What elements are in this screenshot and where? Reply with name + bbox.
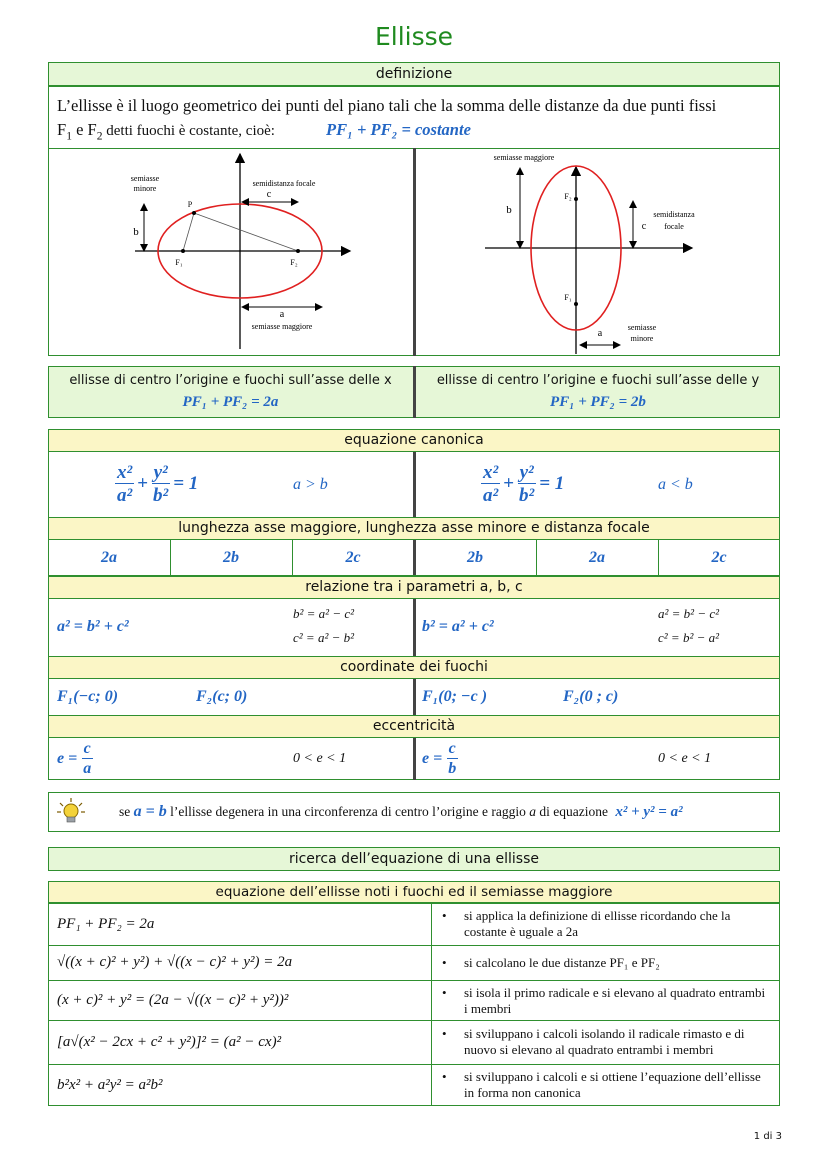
lunghezze-header: lunghezza asse maggiore, lunghezza asse minore e distanza focale [48,517,780,540]
focus-f1 [181,249,185,253]
definition-header: definizione [48,62,780,86]
case-x-formula: PF₁ + PF₂ = 2a [182,394,279,410]
ricerca-desc: • si applica la definizione di ellisse ricordando che la costante è uguale a 2a [464,908,769,940]
ricerca-desc: • si sviluppano i calcoli e si ottiene l’equazione dell’ellisse in forma non canonica [464,1069,769,1101]
lunghezza-cell: 2a [589,548,605,566]
definition-text-2: $F_1$ e $F_2$ detti fuochi è costante, cioè: [57,120,275,143]
case-x-title: ellisse di centro l’origine e fuochi sull’asse delle x [69,373,392,388]
label-f2: F₂ [290,258,298,267]
label-a: a [279,309,285,320]
figure-horizontal-ellipse [50,149,412,355]
eccentricita-left: e = $\frac{c}{a}$ [57,740,92,777]
label-semiasse-maggiore: semiasse maggiore [251,322,313,331]
relazione-header: relazione tra i parametri a, b, c [48,576,780,599]
lunghezza-cell: 2b [467,548,483,566]
canonica-header: equazione canonica [48,429,780,452]
ricerca-formula: √((x + c)² + y²) + √((x − c)² + y²) = 2a [57,954,293,970]
fuoco-left-1: F₁(−c; 0) [57,688,119,705]
lightbulb-icon [56,796,86,826]
label-b: b [133,226,139,238]
note-text: se a = b l’ellisse degenera in una circonferenza di centro l’origine e raggio a di equazione x² + y² = a² [119,803,683,820]
relazione-left-r2: c² = a² − b² [293,630,355,645]
eccentricita-header: eccentricità [48,715,780,738]
ricerca-header: ricerca dell’equazione di una ellisse [48,847,780,871]
fuoco-right-1: F₁(0; −c ) [422,688,488,705]
label-semiasse-maggiore: semiasse maggiore [493,153,555,162]
relazione-right-main: b² = a² + c² [422,618,494,635]
relazione-right-r2: c² = b² − a² [658,630,720,645]
ricerca-formula: [a√(x² − 2cx + c² + y²)]² = (a² − cx)² [57,1033,282,1050]
lunghezza-cell: 2b [223,548,239,566]
relazione-right-r1: a² = b² − c² [658,606,720,621]
label-semidistanza: semidistanza [653,210,695,219]
label-semidistanza-focale: semidistanza focale [252,179,316,188]
page-number: 1 di 3 [753,1131,782,1142]
definition-formula: PF₁ + PF₂ = costante [326,120,471,139]
ricerca-formula: (x + c)² + y² = (2a − √((x − c)² + y²))² [57,991,289,1008]
page-title: Ellisse [374,22,454,51]
lunghezza-cell: 2a [101,548,117,566]
case-y-title: ellisse di centro l’origine e fuochi sull’asse delle y [436,373,760,388]
ricerca-subheader: equazione dell’ellisse noti i fuochi ed il semiasse maggiore [48,881,780,903]
canonica-left-equation: $\frac{\text{x²}}{\text{a²}}$ + $\frac{\text{y²}}{\text{b²}}$ = 1 [117,462,199,506]
label-minore: minore [630,334,654,343]
label-semiasse: semiasse [627,323,657,332]
eccentricita-right: e = $\frac{c}{b}$ [422,740,457,777]
canonica-right-condition: a < b [658,476,693,493]
figure-vertical-ellipse [417,149,779,355]
eccentricita-right-range: 0 < e < 1 [658,751,712,766]
point-p [192,211,196,215]
ricerca-desc: • si calcolano le due distanze PF₁ e PF₂ [464,955,769,971]
focus-f2 [574,197,578,201]
ricerca-formula: PF₁ + PF₂ = 2a [57,915,155,932]
label-f1: F₁ [564,293,572,302]
canonica-right-equation: $\frac{\text{x²}}{\text{a²}}$ + $\frac{\text{y²}}{\text{b²}}$ = 1 [483,462,565,506]
ricerca-desc: • si sviluppano i calcoli isolando il radicale rimasto e di nuovo si elevano al quadrato entrambi i membri [464,1026,769,1058]
lunghezza-cell: 2c [711,548,727,566]
eccentricita-left-range: 0 < e < 1 [293,751,347,766]
lunghezza-cell: 2c [345,548,361,566]
label-b: b [506,204,512,216]
label-f1: F₁ [175,258,183,267]
label-p: P [187,200,193,209]
fuoco-left-2: F₂(c; 0) [196,688,248,705]
label-semiasse-minore-1: semiasse [130,174,160,183]
ricerca-desc: • si isola il primo radicale e si elevano al quadrato entrambi i membri [464,985,769,1017]
label-focale: focale [664,222,684,231]
label-semiasse-minore-2: minore [133,184,157,193]
relazione-left-r1: b² = a² − c² [293,606,355,621]
focus-f2 [296,249,300,253]
canonica-left-condition: a > b [293,476,328,493]
fuoco-right-2: F₂(0 ; c) [563,688,619,705]
label-c: c [266,189,272,200]
fuochi-header: coordinate dei fuochi [48,656,780,679]
label-c: c [641,221,647,232]
label-a: a [597,328,603,339]
focus-f1 [574,302,578,306]
label-f2: F₂ [564,192,572,201]
ricerca-formula: b²x² + a²y² = a²b² [57,1076,163,1093]
definition-text: L’ellisse è il luogo geometrico dei punti del piano tali che la somma delle distanze da due punti fissi [57,96,717,115]
case-y-formula: PF₁ + PF₂ = 2b [550,394,646,410]
relazione-left-main: a² = b² + c² [57,618,129,635]
